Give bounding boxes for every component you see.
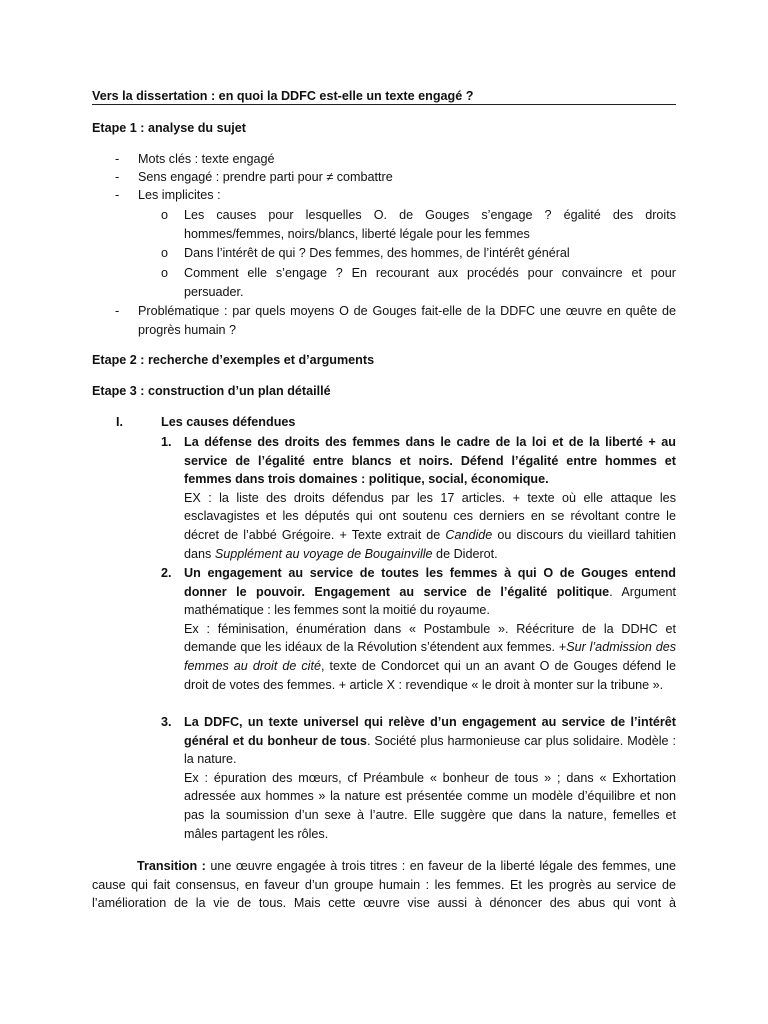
point-3-claim: [184, 713, 676, 769]
transition-label: Transition :: [137, 859, 206, 873]
sub-item-comment: Comment elle s’engage ? En recourant aux procédés pour convaincre et pour persuader.: [184, 266, 676, 299]
document-title: Vers la dissertation : en quoi la DDFC est-elle un texte engagé ?: [92, 89, 474, 103]
circle-bullet: o: [161, 208, 169, 222]
circle-bullet: o: [161, 246, 169, 260]
point-1-example: [184, 489, 676, 563]
bullet-mots-cles: Mots clés : texte engagé: [138, 152, 275, 166]
example-text: Ex : épuration des mœurs, cf Préambule « bonheur de tous » ; dans « Exhortation adressée aux hommes » la nature est présentée comme un modèle d’équilibre et non pas la soumission d’un sexe à l’autre. Elle suggère que dans la nature, femelles et mâles partagent les rôles.: [184, 770, 676, 841]
circle-bullet: o: [161, 266, 169, 280]
part-title: Les causes défendues: [161, 415, 296, 429]
example-text: Ex : féminisation, énumération dans « Postambule ». Réécriture de la DDHC et demande que les idéaux de la Révolution s’étendent aux femmes. +: [184, 621, 676, 655]
bullet-sens-engage: Sens engagé : prendre parti pour ≠ combattre: [138, 170, 393, 184]
part-number: I.: [116, 415, 123, 429]
dash-bullet: -: [115, 170, 120, 184]
point-2: [184, 564, 676, 694]
dash-bullet: -: [115, 304, 120, 318]
dash-bullet: -: [115, 152, 120, 166]
transition-text: une œuvre engagée à trois titres : en faveur de la liberté légale des femmes, une cause qui fait consensus, en faveur d’un groupe humain : les femmes. Et les progrès au service de l’amélioration de la vie de tous. Mais cette œuvre vise aussi à dénoncer des abus qui vont à: [92, 859, 676, 911]
example-title: Sur l’admission des femmes au droit de cité: [184, 640, 676, 673]
point-1: [184, 433, 676, 563]
example-title: Candide: [445, 527, 493, 542]
dash-bullet: -: [115, 188, 120, 202]
claim-bold: La DDFC, un texte universel qui relève d’un engagement au service de l’intérêt général et du bonheur de tous: [184, 715, 676, 748]
transition-paragraph: [92, 857, 676, 913]
example-title: Supplément au voyage de Bougainville: [214, 546, 433, 561]
example-text: de Diderot.: [432, 546, 498, 561]
point-1-claim: La défense des droits des femmes dans le cadre de la loi et de la liberté + au service de l’égalité entre blancs et noirs. Défend l’égalité entre hommes et femmes dans trois domaines : politique, social, économique.: [184, 435, 676, 487]
point-2-example: [184, 620, 676, 694]
point-3-example: [184, 769, 676, 843]
sub-item-causes: Les causes pour lesquelles O. de Gouges s’engage ? égalité des droits hommes/femmes, noirs/blancs, liberté légale pour les femmes: [184, 208, 676, 241]
point-2-claim: [184, 564, 676, 620]
bullet-problematique: Problématique : par quels moyens O de Gouges fait-elle de la DDFC une œuvre en quête de progrès humain ?: [138, 304, 676, 337]
sub-item-interet: Dans l’intérêt de qui ? Des femmes, des hommes, de l’intérêt général: [184, 246, 570, 260]
point-number: 1.: [161, 435, 172, 449]
title-underline: [92, 104, 676, 105]
example-text: , texte de Condorcet qui un an avant O de Gouges défend le droit de votes des femmes. + article X : revendique « le droit à monter sur la tribune ».: [184, 658, 676, 692]
etape3-heading: Etape 3 : construction d’un plan détaillé: [92, 384, 331, 398]
point-number: 2.: [161, 566, 172, 580]
point-number: 3.: [161, 715, 172, 729]
bullet-implicites: Les implicites :: [138, 188, 221, 202]
etape1-heading: Etape 1 : analyse du sujet: [92, 121, 246, 135]
claim-tail: . Société plus harmonieuse car plus solidaire. Modèle : la nature.: [184, 733, 676, 767]
example-text: ou discours du vieillard tahitien dans: [184, 527, 676, 561]
claim-tail: . Argument mathématique : les femmes sont la moitié du royaume.: [184, 584, 676, 618]
etape2-heading: Etape 2 : recherche d’exemples et d’arguments: [92, 353, 375, 367]
claim-bold: Un engagement au service de toutes les femmes à qui O de Gouges entend donner le pouvoir. Engagement au service de l’égalité politique: [184, 566, 676, 599]
example-text: EX : la liste des droits défendus par les 17 articles. + texte où elle attaque les esclavagistes et les députés qui ont soutenu ces derniers en se révoltant contre le décret de l’abbé Grégoire. + Texte extrait de: [184, 490, 676, 542]
point-3: [184, 713, 676, 843]
